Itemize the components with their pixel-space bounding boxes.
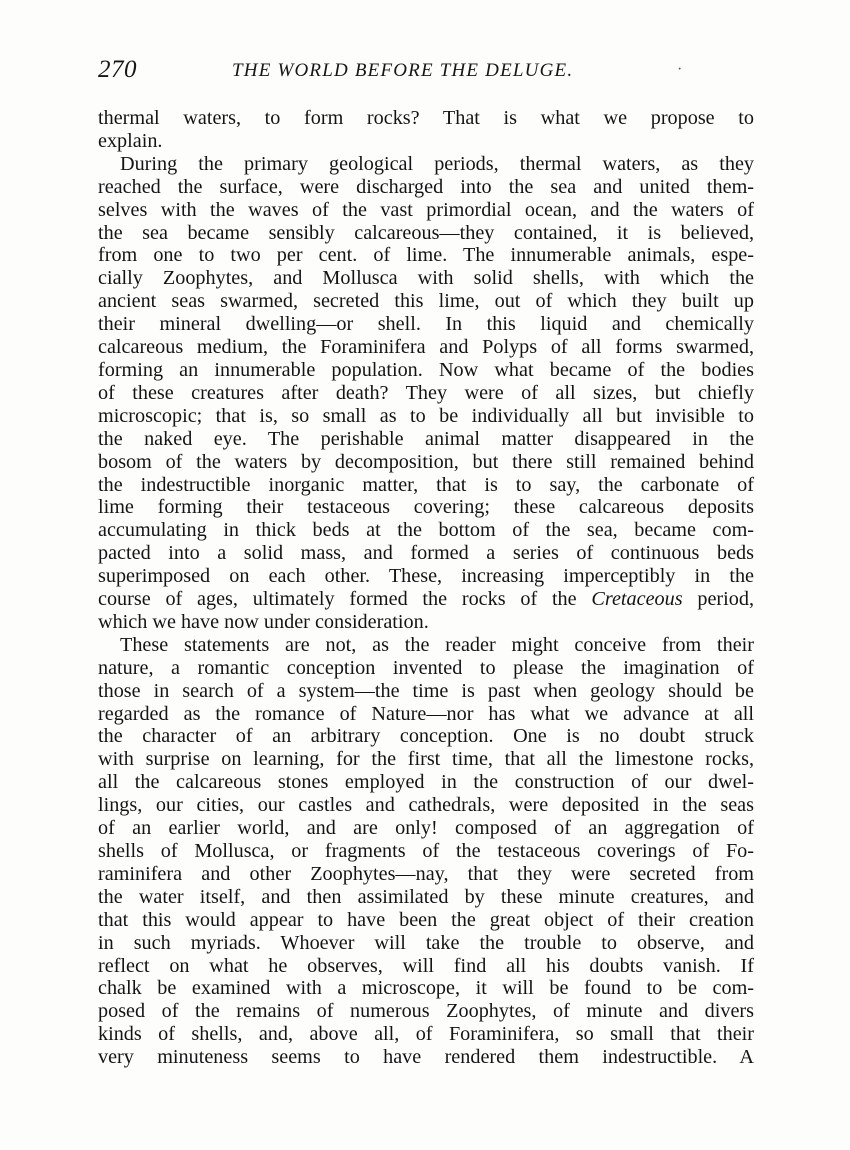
text-line: These statements are not, as the reader might conceive from their (120, 633, 754, 656)
text-line: nature, a romantic conception invented to please the imagination of (98, 656, 754, 679)
text-line: shells of Mollusca, or fragments of the testaceous coverings of Fo- (98, 840, 754, 862)
text-line: accumulating in thick beds at the bottom of the sea, became com- (98, 519, 754, 542)
text-line: with surprise on learning, for the first time, that all the limestone rocks, (98, 748, 754, 771)
text-line-with-italic (98, 588, 754, 611)
text-line: chalk be examined with a microscope, it will be found to be com- (98, 977, 754, 1000)
text-line: microscopic; that is, so small as to be individually all but invisible to (98, 404, 754, 427)
text-line: in such myriads. Whoever will take the trouble to observe, and (98, 931, 754, 954)
paragraph-2 (98, 153, 754, 634)
text-line: that this would appear to have been the great object of their creation (98, 908, 754, 931)
text-line: lime forming their testaceous covering; these calcareous deposits (98, 496, 754, 519)
text-line: reached the surface, were discharged into the sea and united them- (98, 175, 754, 198)
text-line: those in search of a system—the time is past when geology should be (98, 679, 754, 702)
text-line: regarded as the romance of Nature—nor has what we advance at all (98, 702, 754, 725)
text-segment: course of ages, ultimately formed the rocks of the (98, 588, 592, 611)
text-line: During the primary geological periods, thermal waters, as they (120, 152, 754, 175)
text-line: thermal waters, to form rocks? That is what we propose to (98, 107, 754, 129)
italic-term: Cretaceous (591, 588, 683, 611)
text-line: the sea became sensibly calcareous—they contained, it is believed, (98, 221, 754, 244)
paragraph-3 (98, 634, 754, 1069)
text-line: calcareous medium, the Foraminifera and Polyps of all forms swarmed, (98, 336, 754, 359)
page-body (98, 107, 754, 1069)
text-segment: period, (682, 588, 754, 611)
text-line: forming an innumerable population. Now what became of the bodies (98, 358, 754, 381)
text-line: reflect on what he observes, will find all his doubts vanish. If (98, 954, 754, 977)
text-line: the character of an arbitrary conception. One is no doubt struck (98, 725, 754, 748)
text-line: explain. (98, 129, 163, 152)
text-line: of these creatures after death? They were of all sizes, but chiefly (98, 381, 754, 404)
text-line: the naked eye. The perishable animal matter disappeared in the (98, 427, 754, 450)
page-header (98, 56, 758, 86)
text-line: their mineral dwelling—or shell. In this liquid and chemically (98, 313, 754, 336)
text-line: the water itself, and then assimilated by these minute creatures, and (98, 885, 754, 908)
text-line: kinds of shells, and, above all, of Foraminifera, so small that their (98, 1023, 754, 1046)
running-title: THE WORLD BEFORE THE DELUGE. (232, 60, 574, 81)
text-line: the indestructible inorganic matter, that is to say, the carbonate of (98, 473, 754, 496)
text-line: bosom of the waters by decomposition, but there still remained behind (98, 450, 754, 473)
paragraph-1 (98, 107, 754, 153)
text-line: raminifera and other Zoophytes—nay, that they were secreted from (98, 862, 754, 885)
text-line: which we have now under consideration. (98, 610, 429, 633)
text-line: from one to two per cent. of lime. The innumerable animals, espe- (98, 244, 754, 267)
page-number: 270 (98, 56, 137, 83)
text-line: selves with the waves of the vast primordial ocean, and the waters of (98, 198, 754, 221)
text-line: ancient seas swarmed, secreted this lime, out of which they built up (98, 290, 754, 313)
text-line: pacted into a solid mass, and formed a series of continuous beds (98, 542, 754, 565)
text-line: cially Zoophytes, and Mollusca with solid shells, with which the (98, 267, 754, 290)
stray-mark: · (677, 61, 683, 78)
text-line: very minuteness seems to have rendered them indestructible. A (98, 1046, 754, 1069)
text-line: of an earlier world, and are only! composed of an aggregation of (98, 817, 754, 840)
text-line: lings, our cities, our castles and cathedrals, were deposited in the seas (98, 794, 754, 817)
text-line: all the calcareous stones employed in the construction of our dwel- (98, 771, 754, 794)
text-line: posed of the remains of numerous Zoophytes, of minute and divers (98, 1000, 754, 1023)
text-line: superimposed on each other. These, increasing imperceptibly in the (98, 565, 754, 588)
